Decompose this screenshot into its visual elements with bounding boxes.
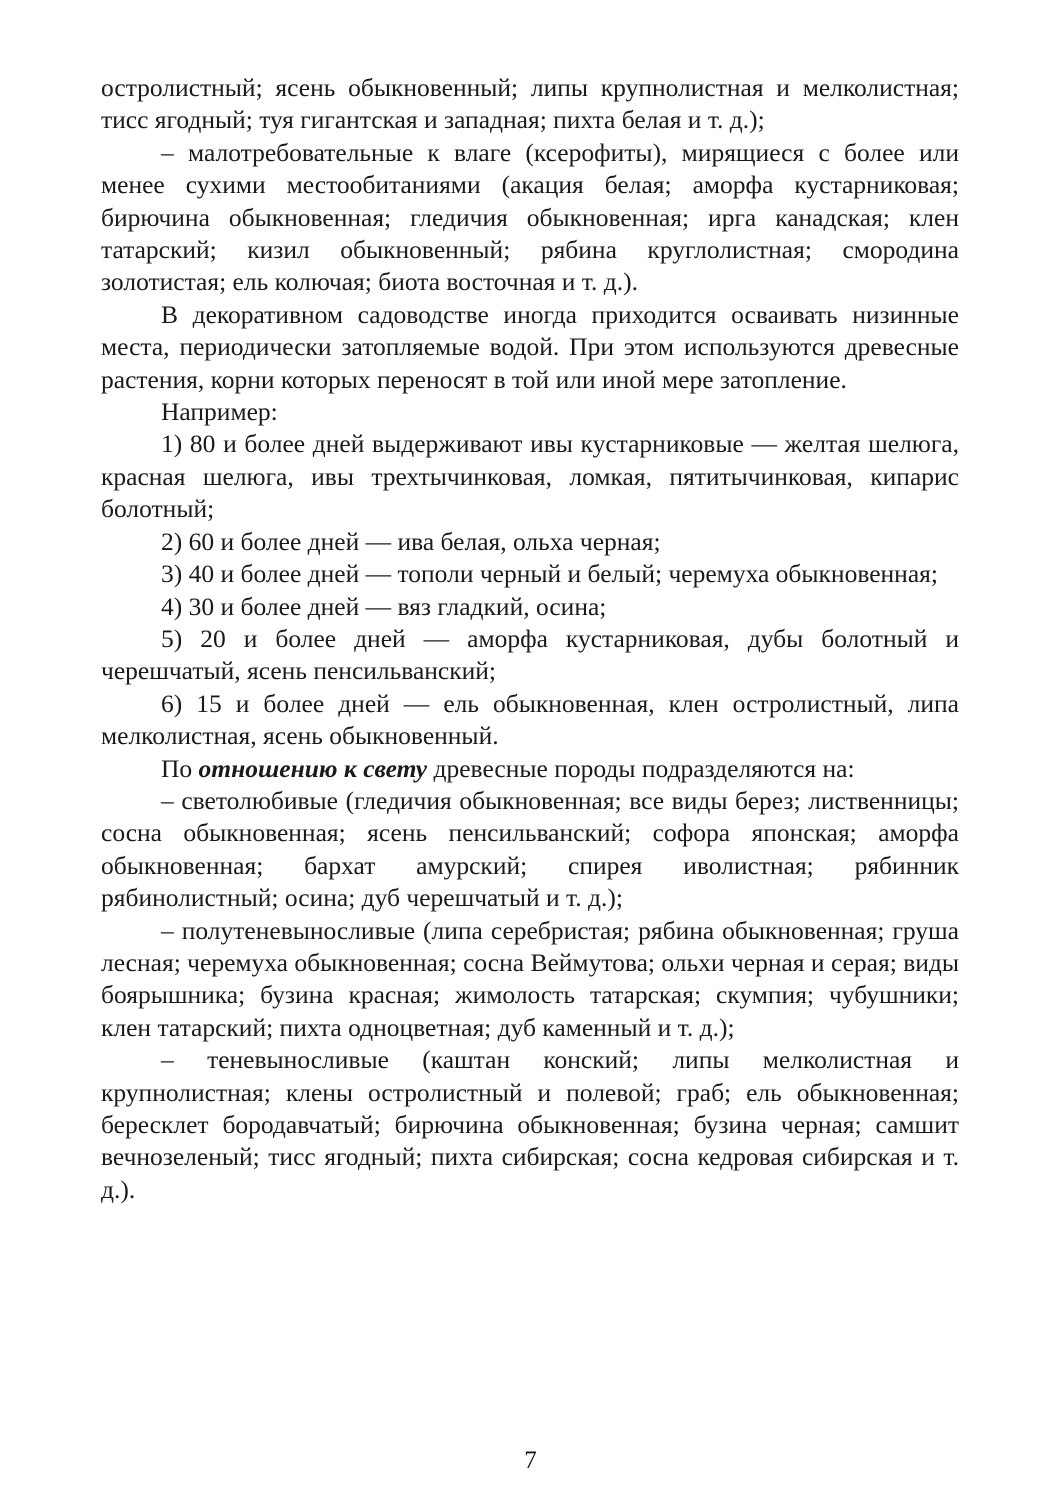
intro-prefix: По: [161, 753, 199, 783]
list-item: 2) 60 и более дней — ива белая, ольха черная;: [161, 526, 661, 556]
list-item: 3) 40 и более дней — тополи черный и белый; черемуха обыкновенная;: [161, 559, 938, 589]
paragraph: – полутеневыносливые (липа серебристая; рябина обыкновенная; груша лесная; черемуха обыкновенная; сосна Веймутова; ольхи черная и серая; виды боярышника; бузина красная; жимолость татарская; скумпия; чубушники; клен татарский; пихта одноцветная; дуб каменный и т. д.);: [101, 915, 959, 1042]
page-number: 7: [524, 1447, 537, 1474]
intro-suffix: древесные породы подразделяются на:: [427, 753, 855, 783]
paragraph: Например:: [161, 397, 278, 427]
light-classification-intro: [101, 753, 959, 785]
body-text: [101, 72, 959, 1206]
paragraph: – светолюбивые (гледичия обыкновенная; все виды берез; лиственницы; сосна обыкновенная; ясень пенсильванский; софора японская; аморфа обыкновенная; бархат амурский; спирея иволистная; рябинник рябинолистный; осина; дуб черешчатый и т. д.);: [101, 785, 959, 913]
list-item: 4) 30 и более дней — вяз гладкий, осина;: [161, 591, 607, 621]
paragraph: – теневыносливые (каштан конский; липы мелколистная и крупнолистная; клены остролистный и полевой; граб; ель обыкновенная; бересклет бородавчатый; бирючина обыкновенная; бузина черная; самшит вечнозеленый; тисс ягодный; пихта сибирская; сосна кедровая сибирская и т. д.).: [101, 1045, 959, 1204]
paragraph: – малотребовательные к влаге (ксерофиты), мирящиеся с более или менее сухими местообитаниями (акация белая; аморфа кустарниковая; бирючина обыкновенная; гледичия обыкновенная; ирга канадская; клен татарский; кизил обыкновенный; рябина круглолистная; смородина золотистая; ель колючая; биота восточная и т. д.).: [101, 137, 959, 297]
list-item: 1) 80 и более дней выдерживают ивы кустарниковые — желтая шелюга, красная шелюга, ивы трехтычинковая, ломкая, пятитычинковая, кипарис болотный;: [101, 429, 959, 524]
list-item: 5) 20 и более дней — аморфа кустарниковая, дубы болотный и черешчатый, ясень пенсильванский;: [101, 623, 959, 686]
paragraph: В декоративном садоводстве иногда приходится осваивать низинные места, периодически затопляемые водой. При этом используются древесные растения, корни которых переносят в той или иной мере затопление.: [101, 299, 959, 394]
list-item: 6) 15 и более дней — ель обыкновенная, клен остролистный, липа мелколистная, ясень обыкновенный.: [101, 688, 959, 751]
paragraph: остролистный; ясень обыкновенный; липы крупнолистная и мелколистная; тисс ягодный; туя гигантская и западная; пихта белая и т. д.);: [101, 73, 959, 135]
emphasized-term: отношению к свету: [198, 753, 428, 783]
